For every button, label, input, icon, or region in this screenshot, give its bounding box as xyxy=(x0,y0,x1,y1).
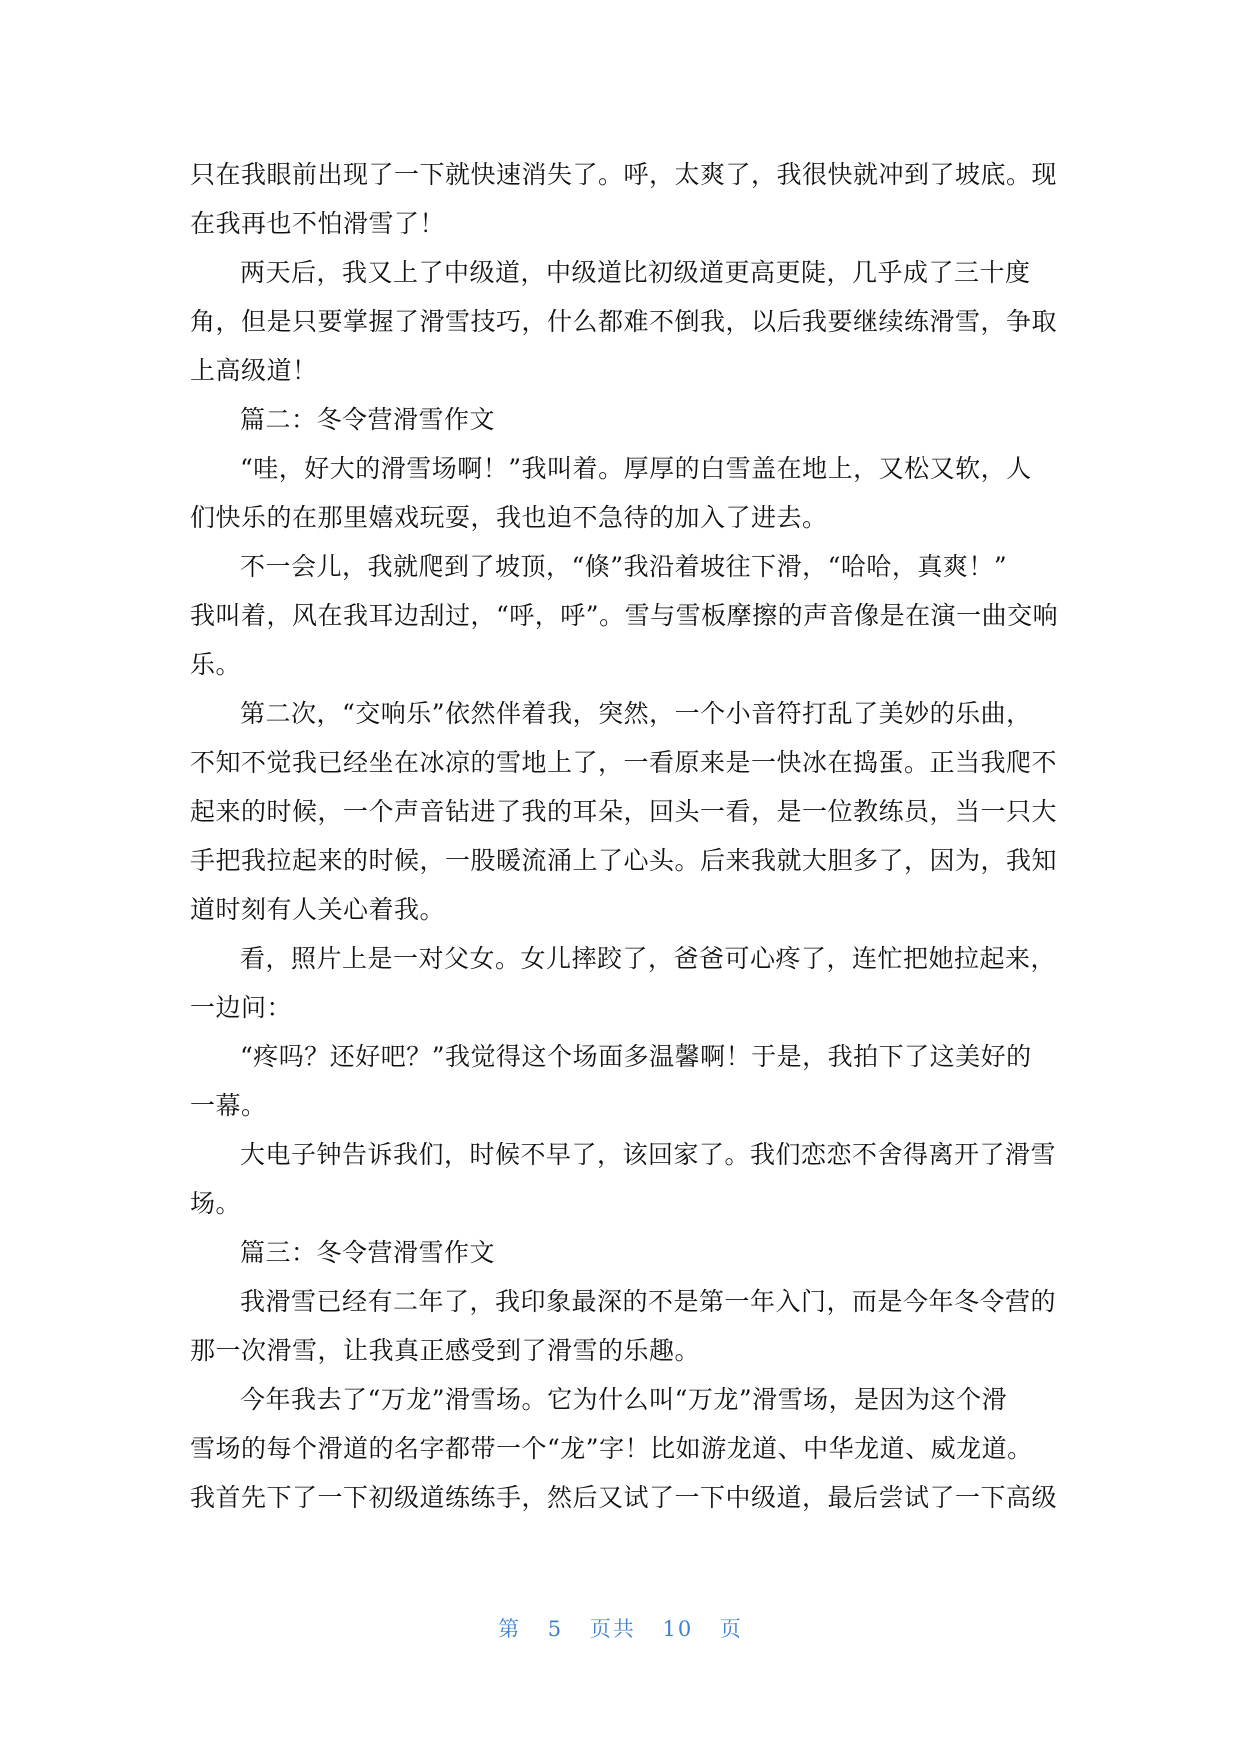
text-line: 第二次，“交响乐”依然伴着我，突然，一个小音符打乱了美妙的乐曲， xyxy=(240,699,1032,728)
text-line: 上高级道！ xyxy=(190,356,318,385)
text-line: 场。 xyxy=(190,1189,242,1218)
text-line: 雪场的每个滑道的名字都带一个“龙”字！比如游龙道、中华龙道、威龙道。 xyxy=(190,1434,1033,1463)
text-line: 一幕。 xyxy=(190,1091,267,1120)
text-line: 不知不觉我已经坐在冰凉的雪地上了，一看原来是一快冰在捣蛋。正当我爬不 xyxy=(190,748,1058,777)
text-line: “哇，好大的滑雪场啊！”我叫着。厚厚的白雪盖在地上，又松又软，人 xyxy=(240,454,1032,483)
text-line: “疼吗？还好吧？”我觉得这个场面多温馨啊！于是，我拍下了这美好的 xyxy=(240,1042,1032,1071)
text-line: 起来的时候，一个声音钻进了我的耳朵，回头一看，是一位教练员，当一只大 xyxy=(190,797,1058,826)
footer-middle: 页共 xyxy=(589,1617,636,1641)
footer-suffix: 页 xyxy=(719,1617,743,1641)
text-line: 角，但是只要掌握了滑雪技巧，什么都难不倒我，以后我要继续练滑雪，争取 xyxy=(190,307,1058,336)
total-pages: 10 xyxy=(662,1617,694,1641)
text-line: 在我再也不怕滑雪了！ xyxy=(190,209,446,238)
text-line: 我首先下了一下初级道练练手，然后又试了一下中级道，最后尝试了一下高级 xyxy=(190,1483,1058,1512)
text-line: 我滑雪已经有二年了，我印象最深的不是第一年入门，而是今年冬令营的 xyxy=(240,1287,1057,1316)
text-line: 那一次滑雪，让我真正感受到了滑雪的乐趣。 xyxy=(190,1336,701,1365)
text-line: 道时刻有人关心着我。 xyxy=(190,895,446,924)
section-heading: 篇二：冬令营滑雪作文 xyxy=(240,405,496,434)
text-line: 们快乐的在那里嬉戏玩耍，我也迫不急待的加入了进去。 xyxy=(190,503,828,532)
text-line: 乐。 xyxy=(190,650,242,679)
footer-prefix: 第 xyxy=(498,1617,522,1641)
text-line: 不一会儿，我就爬到了坡顶，“倏”我沿着坡往下滑，“哈哈，真爽！” xyxy=(240,552,1008,581)
page-number: 5 xyxy=(547,1617,564,1641)
text-line: 大电子钟告诉我们，时候不早了，该回家了。我们恋恋不舍得离开了滑雪 xyxy=(240,1140,1057,1169)
text-line: 两天后，我又上了中级道，中级道比初级道更高更陡，几乎成了三十度 xyxy=(240,258,1031,287)
text-line: 只在我眼前出现了一下就快速消失了。呼，太爽了，我很快就冲到了坡底。现 xyxy=(190,160,1058,189)
text-line: 看，照片上是一对父女。女儿摔跤了，爸爸可心疼了，连忙把她拉起来， xyxy=(240,944,1057,973)
page-footer xyxy=(0,1613,1241,1643)
body-text xyxy=(190,150,1059,1522)
text-line: 手把我拉起来的时候，一股暖流涌上了心头。后来我就大胆多了，因为，我知 xyxy=(190,846,1058,875)
text-line: 我叫着，风在我耳边刮过，“呼，呼”。雪与雪板摩擦的声音像是在演一曲交响 xyxy=(190,601,1059,630)
text-line: 一边问： xyxy=(190,993,293,1022)
text-line: 今年我去了“万龙”滑雪场。它为什么叫“万龙”滑雪场，是因为这个滑 xyxy=(240,1385,1008,1414)
section-heading: 篇三：冬令营滑雪作文 xyxy=(240,1238,496,1267)
